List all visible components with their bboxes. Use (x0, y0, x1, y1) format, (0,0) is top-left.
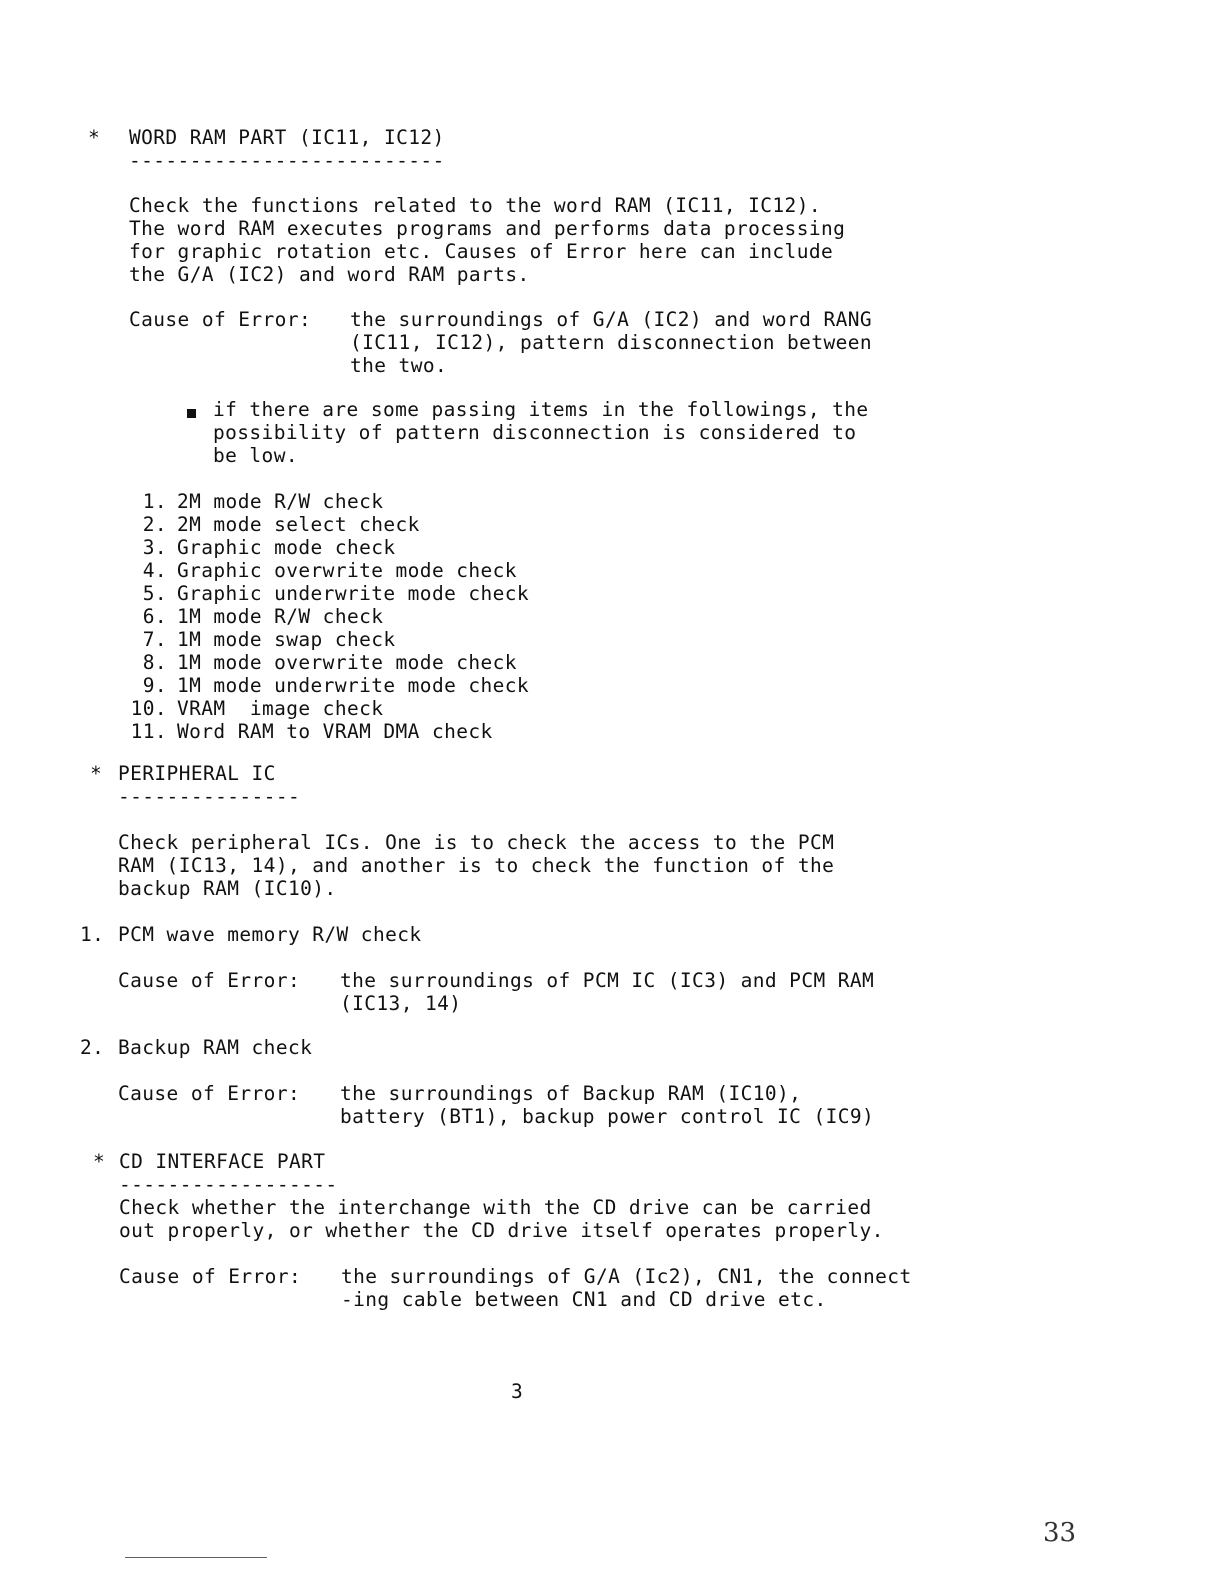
cause-of-error-text: (IC13, 14) (340, 992, 462, 1015)
list-item (121, 536, 396, 559)
list-item-number: 6. (142, 605, 167, 628)
list-item-text: 2M mode select check (177, 513, 420, 536)
list-item-text: 1M mode R/W check (177, 605, 384, 628)
list-item-number: 7. (142, 628, 167, 651)
word-ram-heading-underline: -------------------------- (129, 149, 445, 172)
cause-of-error-text: the surroundings of PCM IC (IC3) and PCM RAM (340, 969, 875, 992)
list-item-text: Graphic mode check (177, 536, 396, 559)
peripheral-description-line: RAM (IC13, 14), and another is to check the function of the (118, 854, 835, 877)
cause-of-error-text: the two. (350, 354, 448, 377)
cd-interface-heading: CD INTERFACE PART (119, 1150, 326, 1173)
cause-of-error-text: battery (BT1), backup power control IC (IC9) (340, 1105, 875, 1128)
cause-of-error-text: -ing cable between CN1 and CD drive etc. (341, 1288, 827, 1311)
cause-of-error-label: Cause of Error: (119, 1265, 302, 1288)
cause-of-error-text: the surroundings of Backup RAM (IC10), (340, 1082, 802, 1105)
list-item-text: 1M mode swap check (177, 628, 396, 651)
list-item-number: 1. (142, 490, 167, 513)
bottom-rule (125, 1557, 267, 1558)
section-star: * (93, 1150, 106, 1173)
word-ram-description-line: for graphic rotation etc. Causes of Error here can include (129, 240, 834, 263)
list-item-number: 9. (142, 674, 167, 697)
section-star: * (88, 126, 101, 149)
word-ram-description-line: The word RAM executes programs and performs data processing (129, 217, 846, 240)
list-item-number: 11. (130, 720, 167, 743)
list-item-number: 4. (142, 559, 167, 582)
section-star: * (90, 762, 103, 785)
list-item-text: 1M mode underwrite mode check (177, 674, 530, 697)
word-ram-description-line: the G/A (IC2) and word RAM parts. (129, 263, 530, 286)
list-item-number: 10. (130, 697, 167, 720)
list-item (121, 605, 383, 628)
handwritten-page-number: 33 (1043, 1518, 1077, 1548)
list-item-text: 2M mode R/W check (177, 490, 384, 513)
peripheral-description-line: backup RAM (IC10). (118, 877, 337, 900)
square-bullet-icon (187, 409, 196, 418)
peripheral-item-number: 1. (80, 923, 105, 946)
cause-of-error-text: the surroundings of G/A (IC2) and word RANG (350, 308, 873, 331)
cd-interface-heading-underline: ------------------ (119, 1173, 338, 1196)
list-item-number: 2. (142, 513, 167, 536)
list-item-text: Graphic underwrite mode check (177, 582, 530, 605)
note-line: be low. (213, 444, 298, 467)
list-item-text: 1M mode overwrite mode check (177, 651, 517, 674)
list-item-text: Graphic overwrite mode check (177, 559, 517, 582)
cause-of-error-text: (IC11, IC12), pattern disconnection between (350, 331, 873, 354)
peripheral-description-line: Check peripheral ICs. One is to check the access to the PCM (118, 831, 835, 854)
peripheral-item-title: PCM wave memory R/W check (118, 923, 422, 946)
list-item (121, 651, 517, 674)
list-item-number: 3. (142, 536, 167, 559)
cause-of-error-label: Cause of Error: (118, 969, 301, 992)
list-item (121, 490, 383, 513)
list-item (121, 513, 420, 536)
peripheral-heading: PERIPHERAL IC (118, 762, 276, 785)
list-item (121, 628, 396, 651)
page-number: 3 (511, 1380, 524, 1403)
list-item (121, 697, 383, 720)
cd-interface-description-line: Check whether the interchange with the CD drive can be carried (119, 1196, 872, 1219)
peripheral-heading-underline: --------------- (118, 785, 301, 808)
list-item (121, 582, 529, 605)
list-item (121, 674, 529, 697)
list-item-number: 5. (142, 582, 167, 605)
peripheral-item-title: Backup RAM check (118, 1036, 313, 1059)
cause-of-error-label: Cause of Error: (118, 1082, 301, 1105)
list-item-text: VRAM image check (177, 697, 384, 720)
word-ram-description-line: Check the functions related to the word RAM (IC11, IC12). (129, 194, 821, 217)
peripheral-item-number: 2. (80, 1036, 105, 1059)
cause-of-error-text: the surroundings of G/A (Ic2), CN1, the connect (341, 1265, 912, 1288)
cd-interface-description-line: out properly, or whether the CD drive itself operates properly. (119, 1219, 884, 1242)
note-line: if there are some passing items in the followings, the (213, 398, 869, 421)
cause-of-error-label: Cause of Error: (129, 308, 312, 331)
list-item (121, 559, 517, 582)
note-line: possibility of pattern disconnection is considered to (213, 421, 857, 444)
list-item (121, 720, 493, 743)
word-ram-heading: WORD RAM PART (IC11, IC12) (129, 126, 445, 149)
list-item-number: 8. (142, 651, 167, 674)
list-item-text: Word RAM to VRAM DMA check (177, 720, 493, 743)
